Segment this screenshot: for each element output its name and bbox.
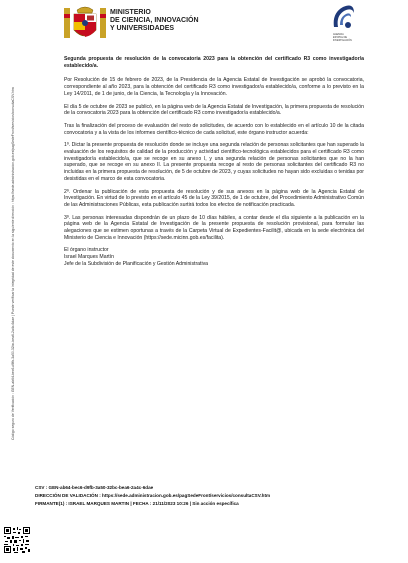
verification-side-text: Código seguro de Verificación : GEN-ab64-bec6-d9fb-3a50-32bc-bea6-2a4c-6dae | Puede verificar la integridad de este documento en la siguiente dirección : https://sede.administracion.gob.es/pagSedeFront/servicios/consultaCSV.htm	[11, 87, 15, 440]
spain-coat-of-arms-logo	[64, 4, 106, 44]
paragraph-6: 3º. Las personas interesadas dispondrán de un plazo de 10 días hábiles, a contar desde el día siguiente a la publicación en la página web de la Agencia Estatal de Investigación de la presente propuesta de resolución provisional, para formular las alegaciones que se estimen oportunas a través de la Carpeta Virtual de Expedientes-Facilit@, ubicada en la sede electrónica del Ministerio de Ciencia e Innovación (https://sede.micinn.gob.es/facilita).	[64, 214, 364, 241]
aei-text-line-2: ESTATAL DE	[333, 35, 347, 39]
ministry-line-1: MINISTERIO	[110, 9, 151, 16]
signer-info: FIRMANTE(1) : ISRAEL MARQUES MARTIN | FECHA : 21/11/2023 10:26 | Sin acción específica	[35, 501, 239, 506]
signature-block	[64, 247, 364, 267]
csv-code: CSV : GEN-ab64-bec6-d9fb-3a50-32bc-bea6-2a4c-6dae	[35, 485, 154, 490]
aei-text-line-1: AGENCIA	[333, 33, 344, 36]
verification-side-note	[7, 40, 17, 440]
paragraph-5: 2º. Ordenar la publicación de esta propuesta de resolución y de sus anexos en la página web de la Agencia Estatal de Investigación. En virtud de lo previsto en el artículo 45 de la Ley 39/2015, de 1 de octubre, del Procedimiento Administrativo Común de las Administraciones Públicas, esta publicación surtirá todos los efectos de notificación practicada.	[64, 188, 364, 208]
verification-footer	[35, 484, 405, 508]
ministry-line-2: DE CIENCIA, INNOVACIÓN	[110, 17, 199, 24]
paragraph-2: El día 5 de octubre de 2023 se publicó, en la página web de la Agencia Estatal de Investigación, la primera propuesta de resolución de la convocatoria 2023 para la obtención del certificado R3 como investigador/a establecido/a.	[64, 103, 364, 117]
document-header	[0, 0, 408, 50]
qr-code-icon	[4, 527, 30, 553]
signature-role: El órgano instructor	[64, 247, 109, 254]
aei-text-line-3: INVESTIGACIÓN	[333, 38, 352, 42]
signature-position: Jefe de la Subdivisión de Planificación y Gestión Administrativa	[64, 260, 209, 267]
ministry-name	[110, 9, 220, 33]
paragraph-4: 1º. Dictar la presente propuesta de resolución donde se incluye una segunda relación de personas solicitantes que han superado la evaluación de los requisitos de calidad de la producción y actividad científico-tecnológica establecidos para el certificado R3 como investigador/a establecido/a, que se recoge en su anexo I, y una segunda relación de personas solicitantes que no la han superado, que se recoge en su anexo II. La presente propuesta recoge al resto de personas solicitantes del certificado R3 no incluidas en la primera propuesta de resolución, de 5 de octubre de 2023, y cuyas solicitudes no hayan sido excluidas o tenidas por desistidas en el marco de esta convocatoria.	[64, 142, 364, 182]
paragraph-3: Tras la finalización del proceso de evaluación del resto de solicitudes, de acuerdo con lo establecido en el artículo 10 de la citada convocatoria y a la vista de los informes científico-técnico de cada solicitud, este órgano instructor acuerda:	[64, 122, 364, 136]
paragraph-1: Por Resolución de 15 de febrero de 2023, de la Presidencia de la Agencia Estatal de Investigación se aprobó la convocatoria, correspondiente al año 2023, para la obtención del certificado R3 como investigador/a establecido/a, conforme a lo previsto en la Ley 14/2011, de 1 de junio, de la Ciencia, la Tecnología y la Innovación.	[64, 77, 364, 97]
ministry-line-3: Y UNIVERSIDADES	[110, 25, 175, 32]
document-body	[64, 56, 364, 268]
signature-name: Israel Marques Martín	[64, 254, 114, 261]
document-title: Segunda propuesta de resolución de la convocatoria 2023 para la obtención del certificado R3 como investigador/a establecido/a.	[64, 56, 364, 69]
validation-address: DIRECCIÓN DE VALIDACIÓN : https://sede.administracion.gob.es/pagSedeFront/servicios/consultaCSV.htm	[35, 493, 271, 498]
aei-logo-text	[333, 34, 363, 42]
